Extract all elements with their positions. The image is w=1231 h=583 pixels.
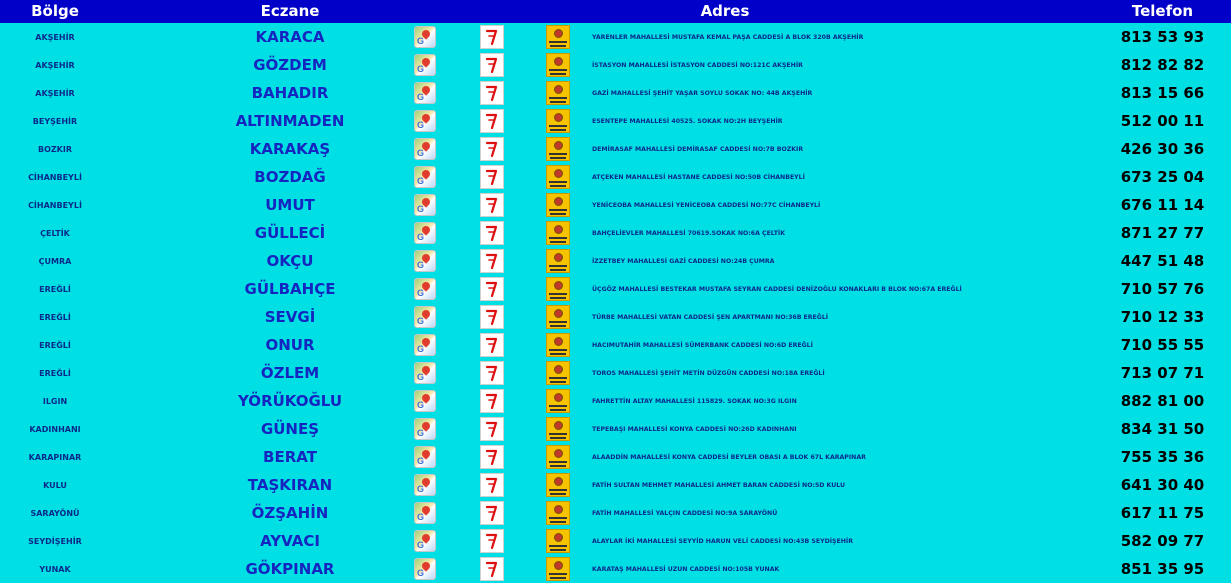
pharmacy-chamber-logo-icon[interactable] [546,445,570,469]
map-link[interactable] [413,443,437,471]
map-pin-icon[interactable]: G [414,194,436,216]
table-row [0,275,1231,303]
map-link[interactable] [413,415,437,443]
chamber-logo-link[interactable] [545,471,571,499]
table-row [0,23,1231,51]
map-link[interactable] [413,387,437,415]
district-label: KADINHANI [29,424,81,434]
chamber-logo-link[interactable] [545,191,571,219]
district-label: SARAYÖNÜ [30,508,80,518]
table-header [0,0,1231,23]
map-pin-icon[interactable]: G [414,278,436,300]
phone-call-icon[interactable] [480,165,504,189]
table-row [0,415,1231,443]
call-link[interactable] [479,107,505,135]
address-text: KARATAŞ MAHALLESİ UZUN CADDESİ NO:105B YUNAK [592,565,780,573]
phone-number[interactable]: 676 11 14 [1120,196,1205,214]
map-link[interactable] [413,191,437,219]
map-pin-icon[interactable]: G [414,250,436,272]
phone-number[interactable]: 755 35 36 [1120,448,1205,466]
phone-number[interactable]: 426 30 36 [1120,140,1205,158]
pharmacy-name: OKÇU [266,252,314,270]
table-row [0,387,1231,415]
table-row [0,107,1231,135]
call-link[interactable] [479,219,505,247]
call-link[interactable] [479,23,505,51]
map-pin-icon[interactable]: G [414,26,436,48]
district-label: KULU [43,480,67,490]
phone-number[interactable]: 813 15 66 [1120,84,1205,102]
map-link[interactable] [413,163,437,191]
phone-number[interactable]: 834 31 50 [1120,420,1205,438]
map-pin-icon[interactable]: G [414,390,436,412]
phone-number[interactable]: 871 27 77 [1120,224,1205,242]
map-link[interactable] [413,303,437,331]
call-link[interactable] [479,247,505,275]
phone-call-icon[interactable] [480,25,504,49]
district-label: EREĞLİ [39,284,71,294]
call-link[interactable] [479,359,505,387]
call-link[interactable] [479,331,505,359]
map-link[interactable] [413,51,437,79]
pharmacy-name: GÖZDEM [253,56,327,74]
phone-call-icon[interactable] [480,501,504,525]
address-text: GAZİ MAHALLESİ ŞEHİT YAŞAR SOYLU SOKAK NO: 44B AKŞEHİR [592,89,813,97]
address-text: TEPEBAŞI MAHALLESİ KONYA CADDESİ NO:26D KADINHANI [592,425,797,433]
call-link[interactable] [479,135,505,163]
phone-number[interactable]: 673 25 04 [1120,168,1205,186]
pharmacy-chamber-logo-icon[interactable] [546,81,570,105]
phone-call-icon[interactable] [480,389,504,413]
phone-number[interactable]: 641 30 40 [1120,476,1205,494]
call-link[interactable] [479,527,505,555]
table-row [0,331,1231,359]
pharmacy-name: ÖZLEM [260,364,320,382]
map-link[interactable] [413,331,437,359]
district-label: CİHANBEYLİ [28,172,82,182]
map-pin-icon[interactable]: G [414,362,436,384]
pharmacy-name: BOZDAĞ [254,168,326,186]
map-pin-icon[interactable]: G [414,306,436,328]
chamber-logo-link[interactable] [545,275,571,303]
district-label: EREĞLİ [39,340,71,350]
map-pin-icon[interactable]: G [414,502,436,524]
address-text: ALAYLAR İKİ MAHALLESİ SEYYİD HARUN VELİ CADDESİ NO:43B SEYDİŞEHİR [592,537,853,545]
pharmacy-name: ÖZŞAHİN [251,504,329,522]
pharmacy-name: KARAKAŞ [249,140,331,158]
district-label: EREĞLİ [39,312,71,322]
pharmacy-chamber-logo-icon[interactable] [546,193,570,217]
pharmacy-chamber-logo-icon[interactable] [546,501,570,525]
map-pin-icon[interactable]: G [414,138,436,160]
chamber-logo-link[interactable] [545,23,571,51]
phone-number[interactable]: 582 09 77 [1120,532,1205,550]
call-link[interactable] [479,387,505,415]
pharmacy-name: GÜLBAHÇE [244,280,336,298]
district-label: KARAPINAR [28,452,82,462]
phone-number[interactable]: 713 07 71 [1120,364,1205,382]
phone-call-icon[interactable] [480,529,504,553]
pharmacy-name: GÜNEŞ [260,420,320,438]
chamber-logo-link[interactable] [545,331,571,359]
map-pin-icon[interactable]: G [414,82,436,104]
chamber-logo-link[interactable] [545,79,571,107]
map-link[interactable] [413,275,437,303]
address-text: DEMİRASAF MAHALLESİ DEMİRASAF CADDESİ NO:7B BOZKIR [592,145,804,153]
map-link[interactable] [413,359,437,387]
pharmacy-name: YÖRÜKOĞLU [237,392,343,410]
phone-call-icon[interactable] [480,193,504,217]
call-link[interactable] [479,443,505,471]
phone-number[interactable]: 447 51 48 [1120,252,1205,270]
pharmacy-chamber-logo-icon[interactable] [546,249,570,273]
map-link[interactable] [413,471,437,499]
call-link[interactable] [479,79,505,107]
pharmacy-name: GÖKPINAR [245,560,335,578]
district-label: BOZKIR [37,144,73,154]
header-bolge: Bölge [31,2,79,20]
district-label: BEYŞEHİR [32,116,78,126]
phone-number[interactable]: 813 53 93 [1120,28,1205,46]
district-label: CİHANBEYLİ [28,200,82,210]
phone-call-icon[interactable] [480,137,504,161]
pharmacy-chamber-logo-icon[interactable] [546,473,570,497]
pharmacy-name: ALTINMADEN [235,112,345,130]
district-label: SEYDİŞEHİR [28,536,82,546]
pharmacy-name: ONUR [265,336,315,354]
chamber-logo-link[interactable] [545,303,571,331]
pharmacy-chamber-logo-icon[interactable] [546,417,570,441]
phone-number[interactable]: 617 11 75 [1120,504,1205,522]
address-text: İSTASYON MAHALLESİ İSTASYON CADDESİ NO:121C AKŞEHİR [592,61,803,69]
pharmacy-name: BERAT [263,448,317,466]
address-text: ATÇEKEN MAHALLESİ HASTANE CADDESİ NO:50B CİHANBEYLİ [592,173,805,181]
pharmacy-chamber-logo-icon[interactable] [546,529,570,553]
call-link[interactable] [479,191,505,219]
district-label: EREĞLİ [39,368,71,378]
phone-number[interactable]: 710 57 76 [1120,280,1205,298]
table-row [0,359,1231,387]
address-text: TÜRBE MAHALLESİ VATAN CADDESİ ŞEN APARTMANI NO:36B EREĞLİ [592,313,829,321]
district-label: YUNAK [39,564,71,574]
pharmacy-chamber-logo-icon[interactable] [546,361,570,385]
phone-call-icon[interactable] [480,417,504,441]
pharmacy-chamber-logo-icon[interactable] [546,557,570,581]
phone-call-icon[interactable] [480,109,504,133]
address-text: ALAADDİN MAHALLESİ KONYA CADDESİ BEYLER OBASI A BLOK 67L KARAPINAR [592,453,866,461]
chamber-logo-link[interactable] [545,499,571,527]
address-text: FAHRETTİN ALTAY MAHALLESİ 115829. SOKAK NO:3G ILGIN [592,397,797,405]
address-text: YENİCEOBA MAHALLESİ YENİCEOBA CADDESİ NO:77C CİHANBEYLİ [592,201,821,209]
chamber-logo-link[interactable] [545,359,571,387]
chamber-logo-link[interactable] [545,163,571,191]
pharmacy-chamber-logo-icon[interactable] [546,25,570,49]
address-text: FATİH MAHALLESİ YALÇIN CADDESİ NO:9A SARAYÖNÜ [592,509,778,517]
district-label: AKŞEHİR [35,88,75,98]
pharmacy-chamber-logo-icon[interactable] [546,109,570,133]
chamber-logo-link[interactable] [545,415,571,443]
map-link[interactable] [413,247,437,275]
address-text: İZZETBEY MAHALLESİ GAZİ CADDESİ NO:24B ÇUMRA [592,257,775,265]
phone-number[interactable]: 710 12 33 [1120,308,1205,326]
map-pin-icon[interactable]: G [414,418,436,440]
pharmacy-list [0,23,1231,583]
pharmacy-chamber-logo-icon[interactable] [546,333,570,357]
district-label: AKŞEHİR [35,32,75,42]
address-text: YARENLER MAHALLESİ MUSTAFA KEMAL PAŞA CADDESİ A BLOK 320B AKŞEHİR [592,33,864,41]
table-row [0,303,1231,331]
phone-call-icon[interactable] [480,277,504,301]
map-link[interactable] [413,219,437,247]
map-pin-icon[interactable]: G [414,530,436,552]
phone-number[interactable]: 851 35 95 [1120,560,1205,578]
map-link[interactable] [413,79,437,107]
map-pin-icon[interactable]: G [414,110,436,132]
pharmacy-name: BAHADIR [251,84,329,102]
table-row [0,247,1231,275]
header-telefon: Telefon [1131,2,1194,20]
phone-call-icon[interactable] [480,445,504,469]
call-link[interactable] [479,163,505,191]
phone-number[interactable]: 512 00 11 [1120,112,1205,130]
table-row [0,163,1231,191]
pharmacy-chamber-logo-icon[interactable] [546,305,570,329]
chamber-logo-link[interactable] [545,527,571,555]
pharmacy-name: SEVGİ [264,308,316,326]
phone-number[interactable]: 812 82 82 [1120,56,1205,74]
call-link[interactable] [479,499,505,527]
table-row [0,499,1231,527]
map-link[interactable] [413,135,437,163]
table-row [0,527,1231,555]
district-label: ILGIN [42,396,68,406]
address-text: TOROS MAHALLESİ ŞEHİT METİN DÜZGÜN CADDESİ NO:18A EREĞLİ [592,369,825,377]
phone-call-icon[interactable] [480,305,504,329]
phone-call-icon[interactable] [480,361,504,385]
address-text: HACIMUTAHİR MAHALLESİ SÜMERBANK CADDESİ NO:6D EREĞLİ [592,341,813,349]
map-pin-icon[interactable]: G [414,446,436,468]
chamber-logo-link[interactable] [545,247,571,275]
map-pin-icon[interactable]: G [414,474,436,496]
pharmacy-chamber-logo-icon[interactable] [546,53,570,77]
address-text: FATİH SULTAN MEHMET MAHALLESİ AHMET BARAN CADDESİ NO:5D KULU [592,481,846,489]
pharmacy-chamber-logo-icon[interactable] [546,165,570,189]
chamber-logo-link[interactable] [545,387,571,415]
header-adres: Adres [700,2,750,20]
map-pin-icon[interactable]: G [414,222,436,244]
address-text: ESENTEPE MAHALLESİ 40525. SOKAK NO:2H BEYŞEHİR [592,117,783,125]
pharmacy-chamber-logo-icon[interactable] [546,277,570,301]
map-link[interactable] [413,527,437,555]
map-link[interactable] [413,499,437,527]
map-link[interactable] [413,23,437,51]
table-row [0,219,1231,247]
phone-call-icon[interactable] [480,81,504,105]
pharmacy-name: KARACA [255,28,325,46]
phone-call-icon[interactable] [480,557,504,581]
address-text: ÜÇGÖZ MAHALLESİ BESTEKAR MUSTAFA SEYRAN CADDESİ DENİZOĞLU KONAKLARI B BLOK NO:67A EREĞLİ [592,285,962,293]
phone-call-icon[interactable] [480,221,504,245]
call-link[interactable] [479,51,505,79]
call-link[interactable] [479,275,505,303]
chamber-logo-link[interactable] [545,135,571,163]
map-pin-icon[interactable]: G [414,334,436,356]
address-text: BAHÇELİEVLER MAHALLESİ 70619.SOKAK NO:6A ÇELTİK [592,229,786,237]
district-label: ÇELTİK [40,228,70,238]
table-row [0,135,1231,163]
table-row [0,443,1231,471]
call-link[interactable] [479,303,505,331]
chamber-logo-link[interactable] [545,51,571,79]
pharmacy-name: UMUT [265,196,315,214]
phone-number[interactable]: 710 55 55 [1120,336,1205,354]
table-row [0,51,1231,79]
table-row [0,191,1231,219]
district-label: AKŞEHİR [35,60,75,70]
map-pin-icon[interactable]: G [414,558,436,580]
pharmacy-chamber-logo-icon[interactable] [546,221,570,245]
chamber-logo-link[interactable] [545,219,571,247]
phone-call-icon[interactable] [480,249,504,273]
phone-number[interactable]: 882 81 00 [1120,392,1205,410]
call-link[interactable] [479,471,505,499]
phone-call-icon[interactable] [480,473,504,497]
pharmacy-name: TAŞKIRAN [247,476,333,494]
table-row [0,79,1231,107]
phone-call-icon[interactable] [480,53,504,77]
pharmacy-chamber-logo-icon[interactable] [546,389,570,413]
map-pin-icon[interactable]: G [414,166,436,188]
map-pin-icon[interactable]: G [414,54,436,76]
pharmacy-name: AYVACI [260,532,320,550]
pharmacy-chamber-logo-icon[interactable] [546,137,570,161]
pharmacy-name: GÜLLECİ [254,224,326,242]
chamber-logo-link[interactable] [545,107,571,135]
chamber-logo-link[interactable] [545,443,571,471]
call-link[interactable] [479,415,505,443]
district-label: ÇUMRA [38,256,72,266]
table-row [0,471,1231,499]
map-link[interactable] [413,107,437,135]
header-eczane: Eczane [260,2,320,20]
phone-call-icon[interactable] [480,333,504,357]
